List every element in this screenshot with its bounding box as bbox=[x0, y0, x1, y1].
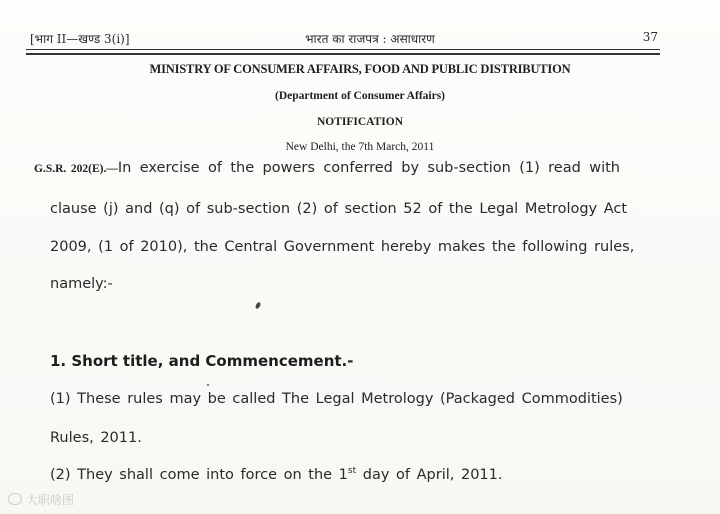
preamble-line-1 bbox=[34, 160, 620, 176]
chat-bubble-icon bbox=[8, 493, 22, 505]
preamble-line-2: clause (j) and (q) of sub-section (2) of section 52 of the Legal Metrology Act bbox=[50, 201, 628, 217]
page-header bbox=[30, 30, 658, 48]
ministry-title: MINISTRY OF CONSUMER AFFAIRS, FOOD AND PUBLIC DISTRIBUTION bbox=[149, 62, 571, 76]
preamble-line-4: namely:- bbox=[50, 276, 113, 292]
preamble-line-1-text: In exercise of the powers conferred by sub-section (1) read with bbox=[117, 160, 620, 176]
header-part-section: [भाग II—खण्ड 3(i)] bbox=[30, 32, 130, 46]
header-gazette-title: भारत का राजपत्र : असाधारण bbox=[305, 32, 435, 46]
rule-2 bbox=[50, 467, 646, 483]
department-title: (Department of Consumer Affairs) bbox=[274, 90, 446, 102]
rule-1-line-1: (1) These rules may be called The Legal Metrology (Packaged Commodities) bbox=[50, 391, 623, 407]
scan-speck bbox=[207, 384, 209, 386]
header-rule-thick bbox=[26, 53, 660, 55]
scan-speck bbox=[255, 301, 262, 309]
rule-1-line-2: Rules, 2011. bbox=[50, 430, 142, 446]
rule-2-text-end: day of April, 2011. bbox=[356, 467, 503, 483]
dateline: New Delhi, the 7th March, 2011 bbox=[285, 141, 435, 153]
ordinal-suffix: st bbox=[347, 466, 357, 477]
gsr-number: G.S.R. 202(E).— bbox=[34, 163, 118, 175]
header-rule-thin bbox=[26, 49, 660, 50]
preamble-line-3: 2009, (1 of 2010), the Central Government hereby makes the following rules, bbox=[50, 239, 635, 255]
rule-2-text: (2) They shall come into force on the 1 bbox=[50, 467, 348, 483]
watermark bbox=[8, 491, 74, 507]
section-heading: 1. Short title, and Commencement.- bbox=[50, 352, 354, 370]
notification-title: NOTIFICATION bbox=[316, 116, 404, 128]
header-page-number: 37 bbox=[642, 30, 658, 44]
watermark-text: 大职啥图 bbox=[26, 492, 75, 507]
